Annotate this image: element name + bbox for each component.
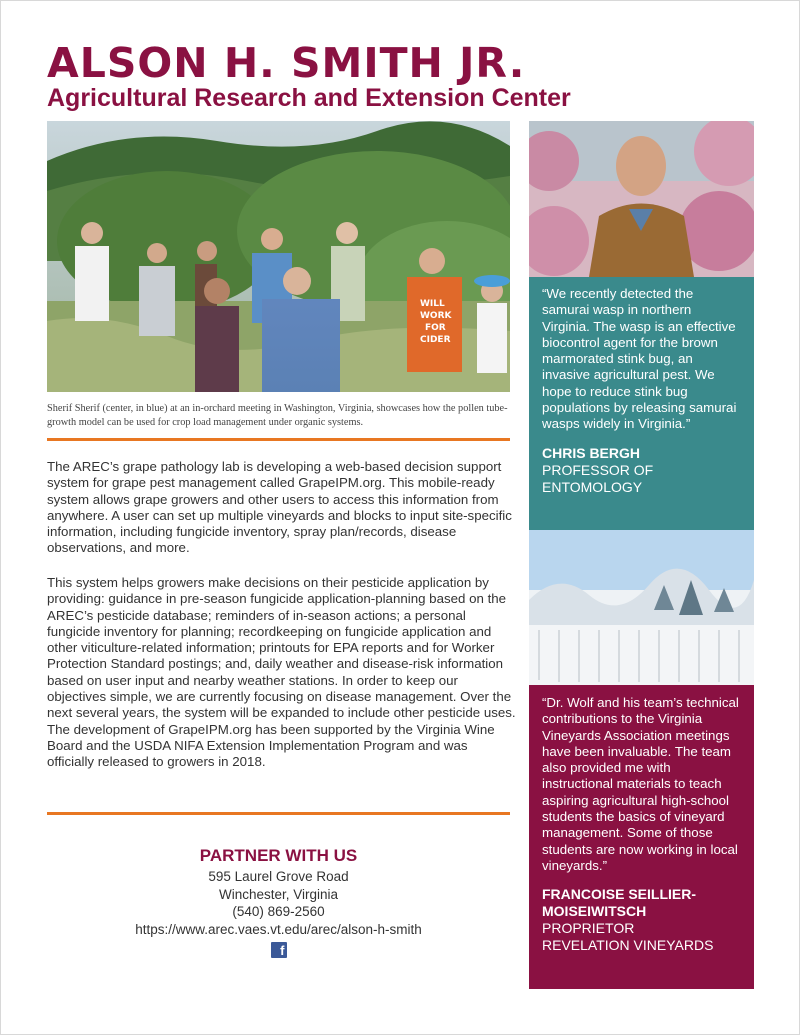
partner-url[interactable]: https://www.arec.vaes.vt.edu/arec/alson-h-smith [135, 921, 422, 937]
partner-phone[interactable]: (540) 869-2560 [232, 904, 325, 919]
shirt-text-1: WILL [420, 299, 445, 309]
quote-box-seillier [529, 685, 754, 989]
portrait-photo [529, 121, 754, 277]
page-title: ALSON H. SMITH JR. [47, 39, 526, 87]
orange-divider-bottom [47, 812, 510, 815]
partner-block [47, 846, 510, 960]
page-subtitle: Agricultural Research and Extension Center [47, 84, 571, 112]
quote-role-bergh: PROFESSOR OF ENTOMOLOGY [542, 461, 654, 495]
quote-name-bergh: CHRIS BERGH [542, 444, 641, 461]
shirt-text-3: FOR [425, 323, 446, 333]
body-paragraph-1: The AREC’s grape pathology lab is developing a web-based decision support system for grape pest management called GrapeIPM.org. This mobile-ready system allows grape growers and other users to access this information from anywhere. A user can set up multiple vineyards and blocks to input site-specific information, including fungicide inventory, spray plan/records, disease observations, and more. [47, 459, 512, 556]
quote-role-seillier-1: PROPRIETOR [542, 920, 635, 937]
quote-text-seillier: “Dr. Wolf and his team’s technical contributions to the Virginia Vineyards Association meetings have been invaluable. The team also provided me with instructional materials to teach aspiring agricultural high-school students the basics of vineyard management. Some of those students are now working in local vineyards.” [542, 695, 739, 873]
facebook-icon[interactable]: f [271, 942, 287, 958]
body-paragraph-2: This system helps growers make decisions on their pesticide application by providing: guidance in pre-season fungicide application-planning based on the AREC’s pesticide database; reminders of in-season actions; a personal fungicide inventory for planning; recordkeeping on fungicide application and other viticulture-related information; printouts for EPA reports and for Worker Protection Standard postings; and, daily weather and disease-risk information based on user input and nearby weather stations. In order to keep our objectives simple, we are currently focusing on disease management. Over the next several years, the system will be expanded to include other pesticide uses. The development of GrapeIPM.org has been supported by the Virginia Wine Board and the USDA NIFA Extension Implementation Program and was officially released to growers in 2018. [47, 575, 516, 770]
orange-divider-top [47, 438, 510, 441]
photo-caption: Sherif Sherif (center, in blue) at an in-orchard meeting in Washington, Virginia, showcases how the pollen tube-growth model can be used for crop load management under organic systems. [47, 403, 508, 428]
snowy-vineyard-photo [529, 530, 754, 685]
orchard-meeting-photo [47, 121, 510, 392]
quote-box-bergh [529, 277, 754, 530]
partner-city: Winchester, Virginia [218, 886, 339, 902]
shirt-text-4: CIDER [420, 335, 451, 345]
quote-text-bergh: “We recently detected the samurai wasp in northern Virginia. The wasp is an effective biocontrol agent for the brown marmorated stink bug, an invasive agricultural pest. We hope to reduce stink bug populations by releasing samurai wasps widely in Virginia.” [542, 286, 737, 432]
partner-address: 595 Laurel Grove Road [208, 869, 349, 884]
shirt-text-2: WORK [420, 311, 452, 321]
quote-name-seillier: FRANCOISE SEILLIER-MOISEIWITSCH [542, 886, 697, 920]
partner-title: PARTNER WITH US [199, 846, 358, 865]
quote-role-seillier-2: REVELATION VINEYARDS [542, 937, 714, 954]
